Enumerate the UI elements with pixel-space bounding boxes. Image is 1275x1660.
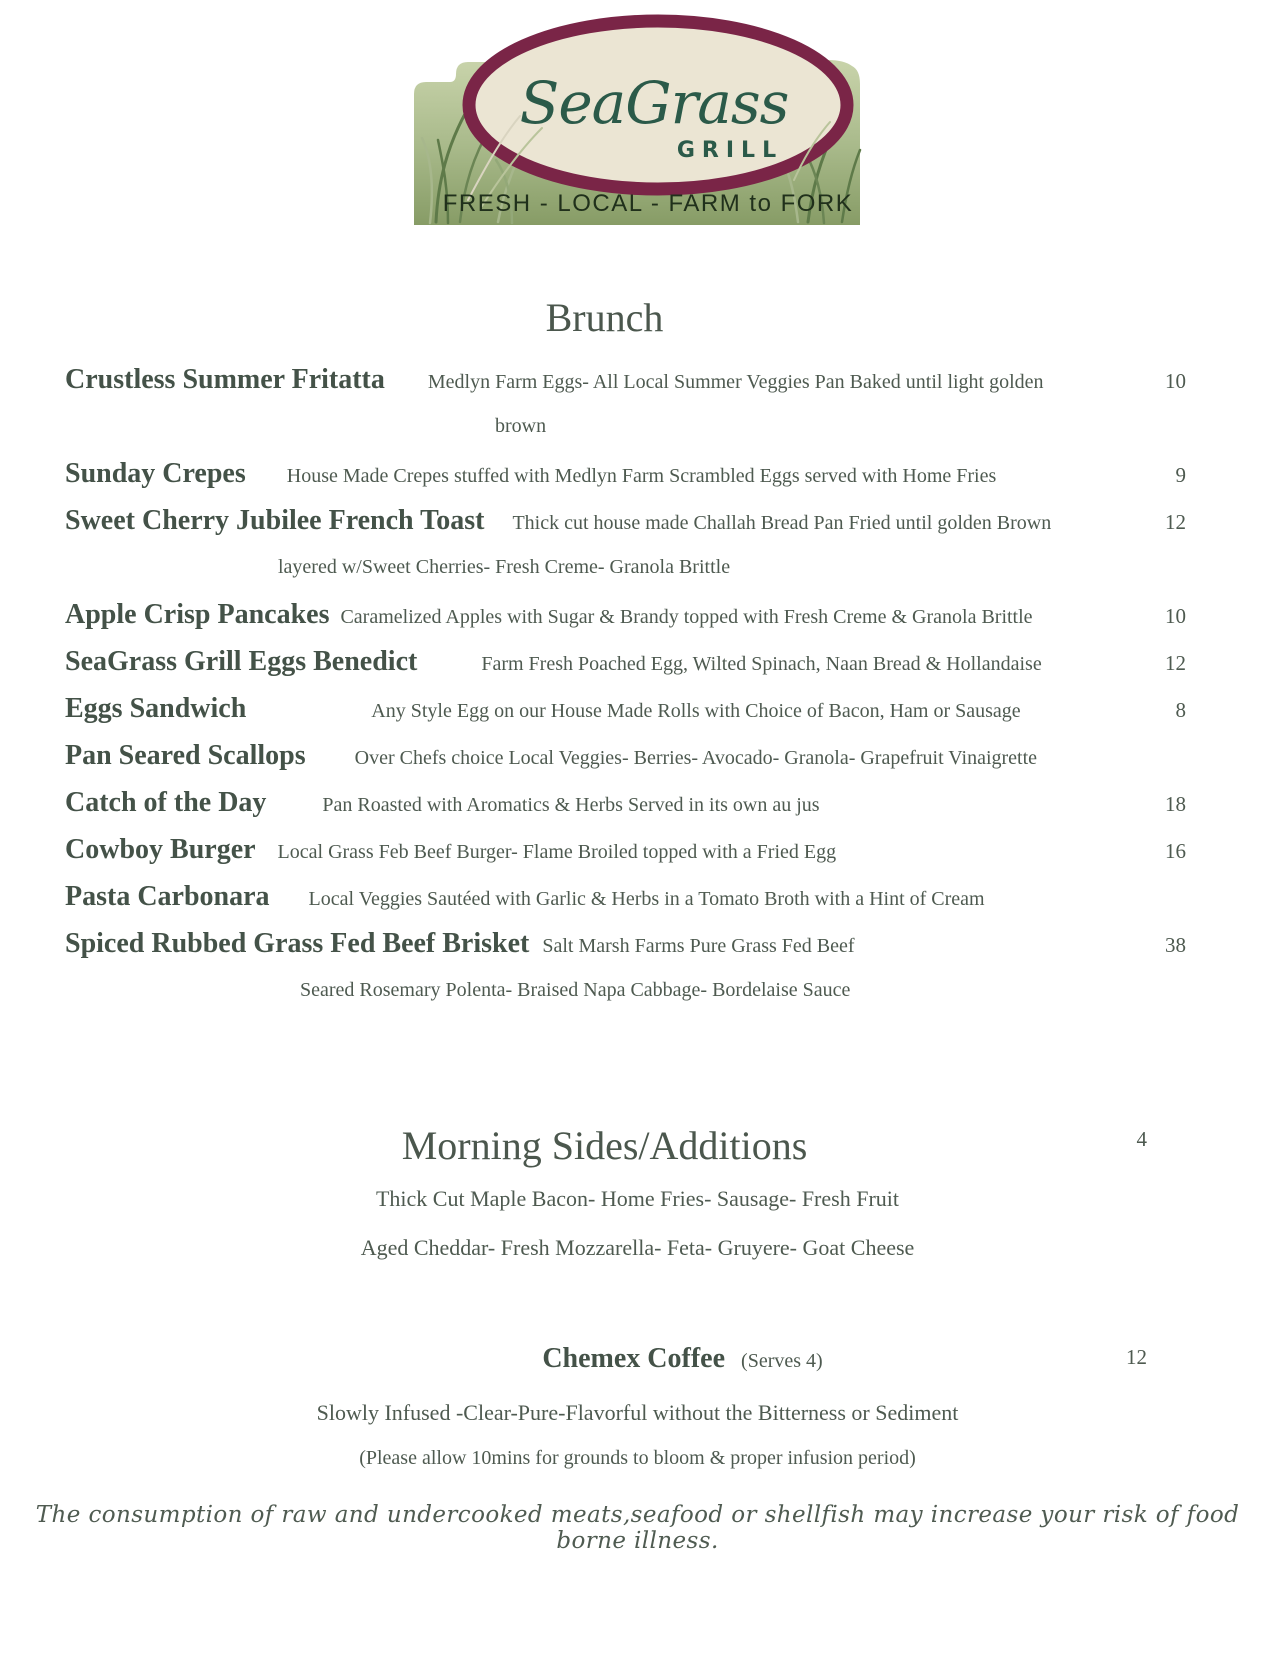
menu-item-row xyxy=(65,779,1186,826)
menu-item-row xyxy=(65,497,1186,544)
menu-item-desc: Local Veggies Sautéed with Garlic & Herbs in a Tomato Broth with a Hint of Cream xyxy=(308,888,985,910)
menu-item-price: 16 xyxy=(1165,839,1186,863)
chemex-coffee-line: Slowly Infused -Clear-Pure-Flavorful without the Bitterness or Sediment xyxy=(316,1400,959,1425)
menu-item-desc-continued: layered w/Sweet Cherries- Fresh Creme- Granola Brittle xyxy=(278,556,731,578)
menu-item-name: Spiced Rubbed Grass Fed Beef Brisket xyxy=(65,928,530,959)
menu-item-price: 18 xyxy=(1165,792,1186,816)
menu-item-row xyxy=(65,685,1186,732)
chemex-coffee-title xyxy=(0,1334,1275,1388)
chemex-coffee-name: Chemex Coffee xyxy=(542,1343,726,1374)
menu-item-name: Sunday Crepes xyxy=(65,458,246,489)
menu-item-row xyxy=(65,356,1186,403)
menu-item-desc: Salt Marsh Farms Pure Grass Fed Beef xyxy=(542,935,855,957)
menu-item-price: 8 xyxy=(1175,698,1186,722)
logo-tagline: FRESH - LOCAL - FARM to FORK xyxy=(442,190,853,217)
chemex-coffee-section xyxy=(0,1334,1275,1480)
brunch-menu-list xyxy=(0,356,1275,1014)
menu-item-desc: Pan Roasted with Aromatics & Herbs Served in its own au jus xyxy=(322,794,820,816)
morning-sides-price: 4 xyxy=(1136,1127,1147,1151)
morning-sides-section xyxy=(0,1122,1275,1272)
menu-page xyxy=(0,10,1275,1660)
morning-sides-line: Aged Cheddar- Fresh Mozzarella- Feta- Gruyere- Goat Cheese xyxy=(360,1235,915,1260)
chemex-coffee-price: 12 xyxy=(1126,1345,1147,1369)
morning-sides-line: Thick Cut Maple Bacon- Home Fries- Sausage- Fresh Fruit xyxy=(375,1186,899,1211)
menu-item-name: Cowboy Burger xyxy=(65,834,256,865)
seagrass-logo xyxy=(408,10,868,230)
menu-item-row xyxy=(65,450,1186,497)
menu-item-name: Eggs Sandwich xyxy=(65,693,247,724)
logo-brand-text: SeaGrass xyxy=(519,69,788,137)
menu-item-desc: Local Grass Feb Beef Burger- Flame Broiled topped with a Fried Egg xyxy=(277,841,837,863)
menu-item-row xyxy=(65,591,1186,638)
menu-item-desc: Farm Fresh Poached Egg, Wilted Spinach, Naan Bread & Hollandaise xyxy=(481,653,1042,675)
menu-item-name: Pasta Carbonara xyxy=(65,881,270,912)
chemex-coffee-serves: (Serves 4) xyxy=(741,1350,823,1372)
morning-sides-title-text: Morning Sides/Additions xyxy=(401,1123,808,1168)
menu-item-price: 10 xyxy=(1165,369,1186,393)
chemex-coffee-lines xyxy=(0,1390,1275,1480)
menu-item-desc: Any Style Egg on our House Made Rolls with Choice of Bacon, Ham or Sausage xyxy=(371,700,1021,722)
menu-item-price: 9 xyxy=(1175,463,1186,487)
menu-item-desc: Thick cut house made Challah Bread Pan Fried until golden Brown xyxy=(512,512,1052,534)
chemex-coffee-line: (Please allow 10mins for grounds to bloom & proper infusion period) xyxy=(359,1447,916,1469)
menu-item-desc: Over Chefs choice Local Veggies- Berries- Avocado- Granola- Grapefruit Vinaigrette xyxy=(354,747,1038,769)
seagrass-logo-graphic xyxy=(408,10,868,225)
menu-item-desc: Medlyn Farm Eggs- All Local Summer Veggies Pan Baked until light golden xyxy=(427,371,1044,393)
menu-item-desc-continued: brown xyxy=(495,415,547,437)
menu-item-price: 12 xyxy=(1165,651,1186,675)
menu-item-name: Crustless Summer Fritatta xyxy=(65,364,385,395)
menu-item-row xyxy=(65,873,1186,920)
menu-item-price: 38 xyxy=(1165,933,1186,957)
menu-item-desc: Caramelized Apples with Sugar & Brandy topped with Fresh Creme & Granola Brittle xyxy=(340,606,1033,628)
menu-item-name: Catch of the Day xyxy=(65,787,267,818)
menu-item-price: 12 xyxy=(1165,510,1186,534)
menu-item-price: 10 xyxy=(1165,604,1186,628)
menu-item-row xyxy=(65,826,1186,873)
menu-item-desc: House Made Crepes stuffed with Medlyn Farm Scrambled Eggs served with Home Fries xyxy=(286,465,997,487)
logo-grill-text: GRILL xyxy=(676,138,783,163)
menu-item-name: SeaGrass Grill Eggs Benedict xyxy=(65,646,418,677)
menu-item-name: Apple Crisp Pancakes xyxy=(65,599,330,630)
morning-sides-lines xyxy=(0,1174,1275,1272)
section-title-morning-sides xyxy=(0,1122,1275,1170)
menu-item-row xyxy=(65,638,1186,685)
menu-item-desc-continued: Seared Rosemary Polenta- Braised Napa Cabbage- Bordelaise Sauce xyxy=(300,979,851,1001)
menu-item-row xyxy=(65,920,1186,967)
menu-item-name: Pan Seared Scallops xyxy=(65,740,306,771)
section-title-brunch: Brunch xyxy=(545,295,664,340)
consumption-disclaimer: The consumption of raw and undercooked meats,seafood or shellfish may increase your risk of food borne illness. xyxy=(35,1502,1240,1554)
menu-item-name: Sweet Cherry Jubilee French Toast xyxy=(65,505,485,536)
menu-item-row xyxy=(65,732,1186,779)
